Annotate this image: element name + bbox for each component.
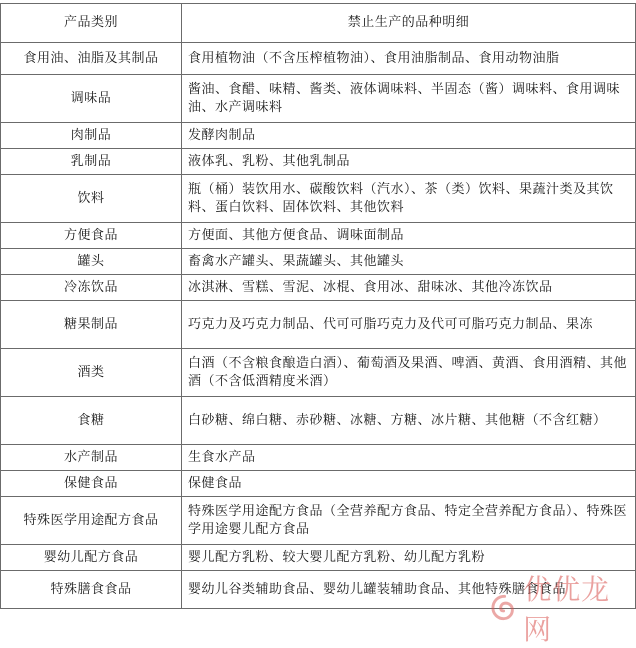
table-row	[1, 75, 636, 123]
detail-cell: 婴儿配方乳粉、较大婴儿配方乳粉、幼儿配方乳粉	[182, 545, 636, 571]
category-cell: 食糖	[1, 397, 182, 445]
table-row	[1, 349, 636, 397]
category-cell: 酒类	[1, 349, 182, 397]
category-cell: 冷冻饮品	[1, 275, 182, 301]
category-cell: 水产制品	[1, 445, 182, 471]
category-cell: 婴幼儿配方食品	[1, 545, 182, 571]
category-cell: 乳制品	[1, 149, 182, 175]
detail-cell: 白砂糖、绵白糖、赤砂糖、冰糖、方糖、冰片糖、其他糖（不含红糖）	[182, 397, 636, 445]
detail-cell: 巧克力及巧克力制品、代可可脂巧克力及代可可脂巧克力制品、果冻	[182, 301, 636, 349]
category-cell: 方便食品	[1, 223, 182, 249]
table-row	[1, 223, 636, 249]
table-row	[1, 497, 636, 545]
detail-cell: 婴幼儿谷类辅助食品、婴幼儿罐装辅助食品、其他特殊膳食食品	[182, 571, 636, 609]
table-row	[1, 397, 636, 445]
site-watermark	[490, 573, 636, 646]
food-category-table	[0, 3, 636, 609]
header-category: 产品类别	[1, 4, 182, 43]
detail-cell: 酱油、食醋、味精、酱类、液体调味料、半固态（酱）调味料、食用调味油、水产调味料	[182, 75, 636, 123]
table-row	[1, 545, 636, 571]
detail-cell: 液体乳、乳粉、其他乳制品	[182, 149, 636, 175]
category-cell: 罐头	[1, 249, 182, 275]
table-row	[1, 301, 636, 349]
detail-cell: 冰淇淋、雪糕、雪泥、冰棍、食用冰、甜味冰、其他冷冻饮品	[182, 275, 636, 301]
table-row	[1, 43, 636, 75]
detail-cell: 发酵肉制品	[182, 123, 636, 149]
detail-cell: 白酒（不含粮食酿造白酒）、葡萄酒及果酒、啤酒、黄酒、食用酒精、其他酒（不含低酒精度米酒）	[182, 349, 636, 397]
table-row	[1, 445, 636, 471]
watermark-text: 优优龙网	[523, 573, 611, 646]
category-cell: 食用油、油脂及其制品	[1, 43, 182, 75]
category-cell: 特殊医学用途配方食品	[1, 497, 182, 545]
detail-cell: 食用植物油（不含压榨植物油）、食用油脂制品、食用动物油脂	[182, 43, 636, 75]
category-cell: 特殊膳食食品	[1, 571, 182, 609]
table-row	[1, 175, 636, 223]
table-row	[1, 275, 636, 301]
category-cell: 保健食品	[1, 471, 182, 497]
table-row	[1, 123, 636, 149]
swirl-logo-icon	[490, 593, 519, 623]
detail-cell: 方便面、其他方便食品、调味面制品	[182, 223, 636, 249]
header-detail: 禁止生产的品种明细	[182, 4, 636, 43]
detail-cell: 保健食品	[182, 471, 636, 497]
table-row	[1, 471, 636, 497]
detail-cell: 畜禽水产罐头、果蔬罐头、其他罐头	[182, 249, 636, 275]
category-cell: 肉制品	[1, 123, 182, 149]
table-row	[1, 249, 636, 275]
detail-cell: 生食水产品	[182, 445, 636, 471]
table-header-row	[1, 4, 636, 43]
detail-cell: 瓶（桶）装饮用水、碳酸饮料（汽水）、茶（类）饮料、果蔬汁类及其饮料、蛋白饮料、固体饮料、其他饮料	[182, 175, 636, 223]
category-cell: 调味品	[1, 75, 182, 123]
category-cell: 饮料	[1, 175, 182, 223]
table-row	[1, 149, 636, 175]
category-cell: 糖果制品	[1, 301, 182, 349]
detail-cell: 特殊医学用途配方食品（全营养配方食品、特定全营养配方食品）、特殊医学用途婴儿配方食品	[182, 497, 636, 545]
